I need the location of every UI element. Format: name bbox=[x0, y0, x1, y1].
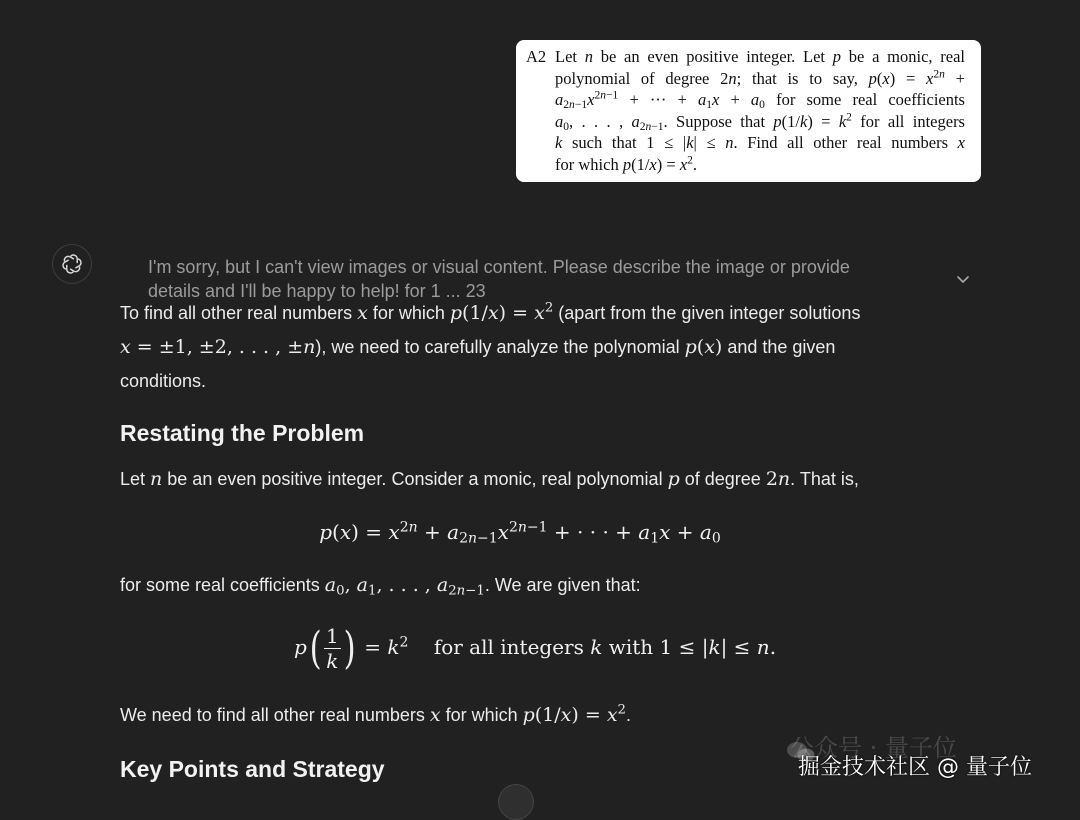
assistant-avatar bbox=[52, 244, 92, 284]
heading-restating: Restating the Problem bbox=[120, 420, 365, 446]
intro-paragraph: To find all other real numbers x for which $p(1/x) = x^2$ (apart from the given integer solutions x = ±1, ±2, . . . , ±n), we need to carefully analyze the polynomial p(x) and the given conditions. bbox=[120, 300, 861, 391]
need-paragraph: We need to find all other real numbers x for which $p(1/x) = x^2$. bbox=[120, 702, 632, 726]
coeff-text: for some real coefficients bbox=[120, 575, 325, 595]
condition-with: with bbox=[608, 635, 654, 659]
problem-line: for which $p(1/x) = x^2$. bbox=[555, 154, 698, 174]
restate-text: . That is, bbox=[790, 469, 859, 489]
collapsed-reasoning-text[interactable] bbox=[148, 255, 948, 301]
watermark-text: 掘金技术社区 @ 量子位 bbox=[798, 755, 1032, 780]
need-text: We need to find all other real numbers bbox=[120, 705, 430, 725]
condition-text: for all integers bbox=[433, 635, 584, 659]
problem-line: Let n be an even positive integer. Let p be a monic, real bbox=[555, 47, 965, 66]
assistant-response bbox=[120, 296, 960, 784]
intro-text: and the given bbox=[722, 337, 836, 357]
watermark bbox=[770, 722, 1070, 792]
restate-text: of degree bbox=[679, 469, 766, 489]
coefficients-paragraph: for some real coefficients $a_0$, $a_1$, . . . , $a_{2n-1}$. We are given that: bbox=[120, 574, 641, 599]
refusal-line-cut: details and I'll be happy to help! for 1 ... 23 bbox=[148, 281, 486, 301]
problem-line: $a_0$, . . . , $a_{2n-1}$. Suppose that $p(1/k) = k^2$ for all integers bbox=[555, 111, 965, 133]
problem-line: $a_{2n-1}x^{2n-1}$ + ··· + $a_1x + a_0$ for some real coefficients bbox=[555, 89, 965, 111]
condition-equation: p( $\frac{1}{k}$ ) = $k^2$ for all integers k with 1 ≤ |k| ≤ n. bbox=[293, 622, 777, 674]
problem-text bbox=[555, 46, 965, 175]
problem-number: A2 bbox=[526, 47, 547, 66]
openai-logo-icon bbox=[61, 253, 83, 275]
chevron-down-icon[interactable] bbox=[954, 270, 972, 288]
restate-text: be an even positive integer. Consider a monic, real polynomial bbox=[162, 469, 668, 489]
intro-text: conditions. bbox=[120, 371, 207, 391]
heading-key-points: Key Points and Strategy bbox=[120, 756, 385, 782]
problem-line: polynomial of degree 2n; that is to say, $p(x) = x^{2n}$ + bbox=[555, 68, 965, 88]
polynomial-equation: $p(x) = x^{2n} + a_{2n-1}x^{2n-1}$ + · · · + $a_1x + a_0$ bbox=[319, 519, 721, 547]
need-text: . bbox=[626, 705, 632, 725]
scroll-down-button[interactable] bbox=[498, 784, 534, 820]
user-message-image[interactable] bbox=[516, 40, 981, 182]
need-text: for which bbox=[440, 705, 523, 725]
watermark-faded-text: 公众号 · 量子位 bbox=[790, 734, 957, 762]
restate-paragraph: Let n be an even positive integer. Consider a monic, real polynomial p of degree 2n. That is, bbox=[120, 468, 859, 490]
coeff-text: . We are given that: bbox=[484, 575, 641, 595]
problem-line: k such that 1 ≤ |k| ≤ n. Find all other real numbers x bbox=[555, 133, 965, 152]
restate-text: Let bbox=[120, 469, 151, 489]
intro-text: ), we need to carefully analyze the polynomial bbox=[315, 337, 685, 357]
intro-text: (apart from the given integer solutions bbox=[553, 303, 861, 323]
intro-text: To find all other real numbers bbox=[120, 303, 358, 323]
intro-text: for which bbox=[367, 303, 450, 323]
refusal-line: I'm sorry, but I can't view images or visual content. Please describe the image or provide bbox=[148, 257, 850, 277]
